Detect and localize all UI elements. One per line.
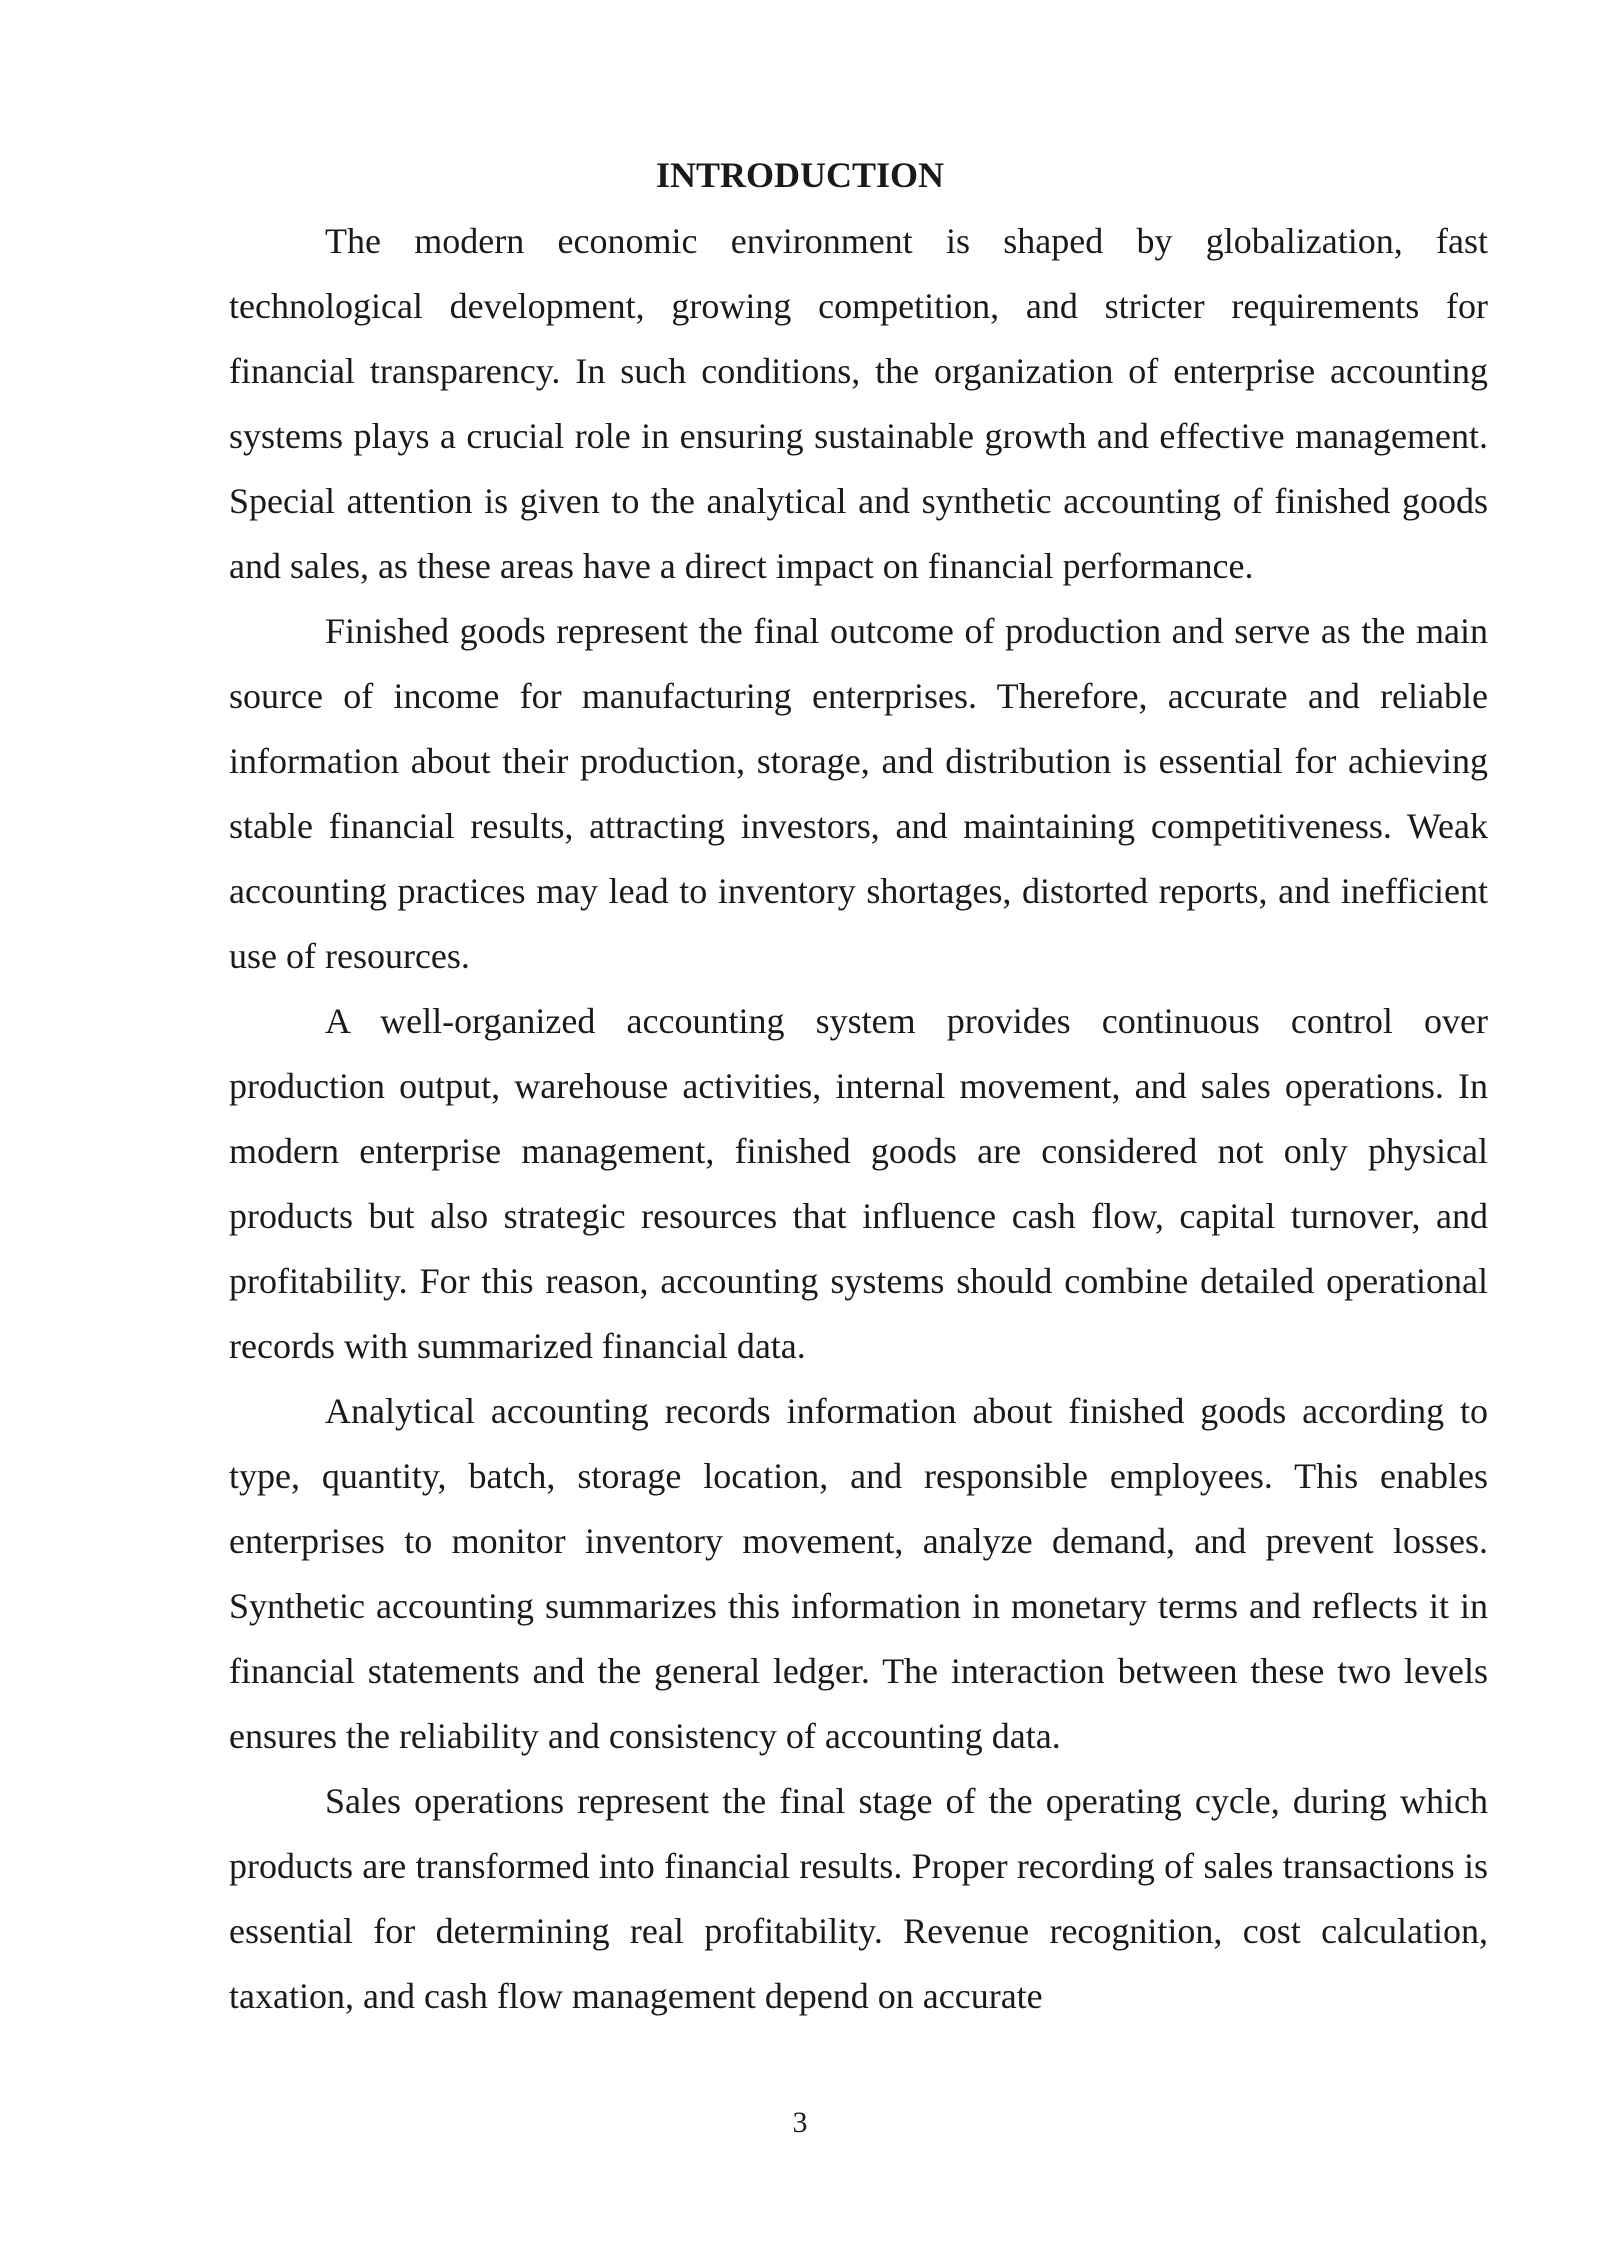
paragraph-1: The modern economic environment is shaped by globalization, fast technological development, growing competition, and stricter requirements for financial transparency. In such conditions, the organization of enterprise accounting systems plays a crucial role in ensuring sustainable growth and effective management. Special attention is given to the analytical and synthetic accounting of finished goods and sales, as these areas have a direct impact on financial performance.	[229, 221, 1488, 586]
paragraph-3: A well-organized accounting system provides continuous control over production output, warehouse activities, internal movement, and sales operations. In modern enterprise management, finished goods are considered not only physical products but also strategic resources that influence cash flow, capital turnover, and profitability. For this reason, accounting systems should combine detailed operational records with summarized financial data.	[229, 1001, 1488, 1366]
page-number: 3	[792, 2106, 808, 2139]
paragraph-5: Sales operations represent the final stage of the operating cycle, during which products are transformed into financial results. Proper recording of sales transactions is essential for determining real profitability. Revenue recognition, cost calculation, taxation, and cash flow management depend on accurate	[229, 1781, 1488, 2016]
section-title: INTRODUCTION	[655, 155, 945, 195]
body-text	[229, 209, 1488, 2029]
paragraph-4: Analytical accounting records information about finished goods according to type, quantity, batch, storage location, and responsible employees. This enables enterprises to monitor inventory movement, analyze demand, and prevent losses. Synthetic accounting summarizes this information in monetary terms and reflects it in financial statements and the general ledger. The interaction between these two levels ensures the reliability and consistency of accounting data.	[229, 1391, 1488, 1756]
paragraph-2: Finished goods represent the final outcome of production and serve as the main source of income for manufacturing enterprises. Therefore, accurate and reliable information about their production, storage, and distribution is essential for achieving stable financial results, attracting investors, and maintaining competitiveness. Weak accounting practices may lead to inventory shortages, distorted reports, and inefficient use of resources.	[229, 611, 1488, 976]
